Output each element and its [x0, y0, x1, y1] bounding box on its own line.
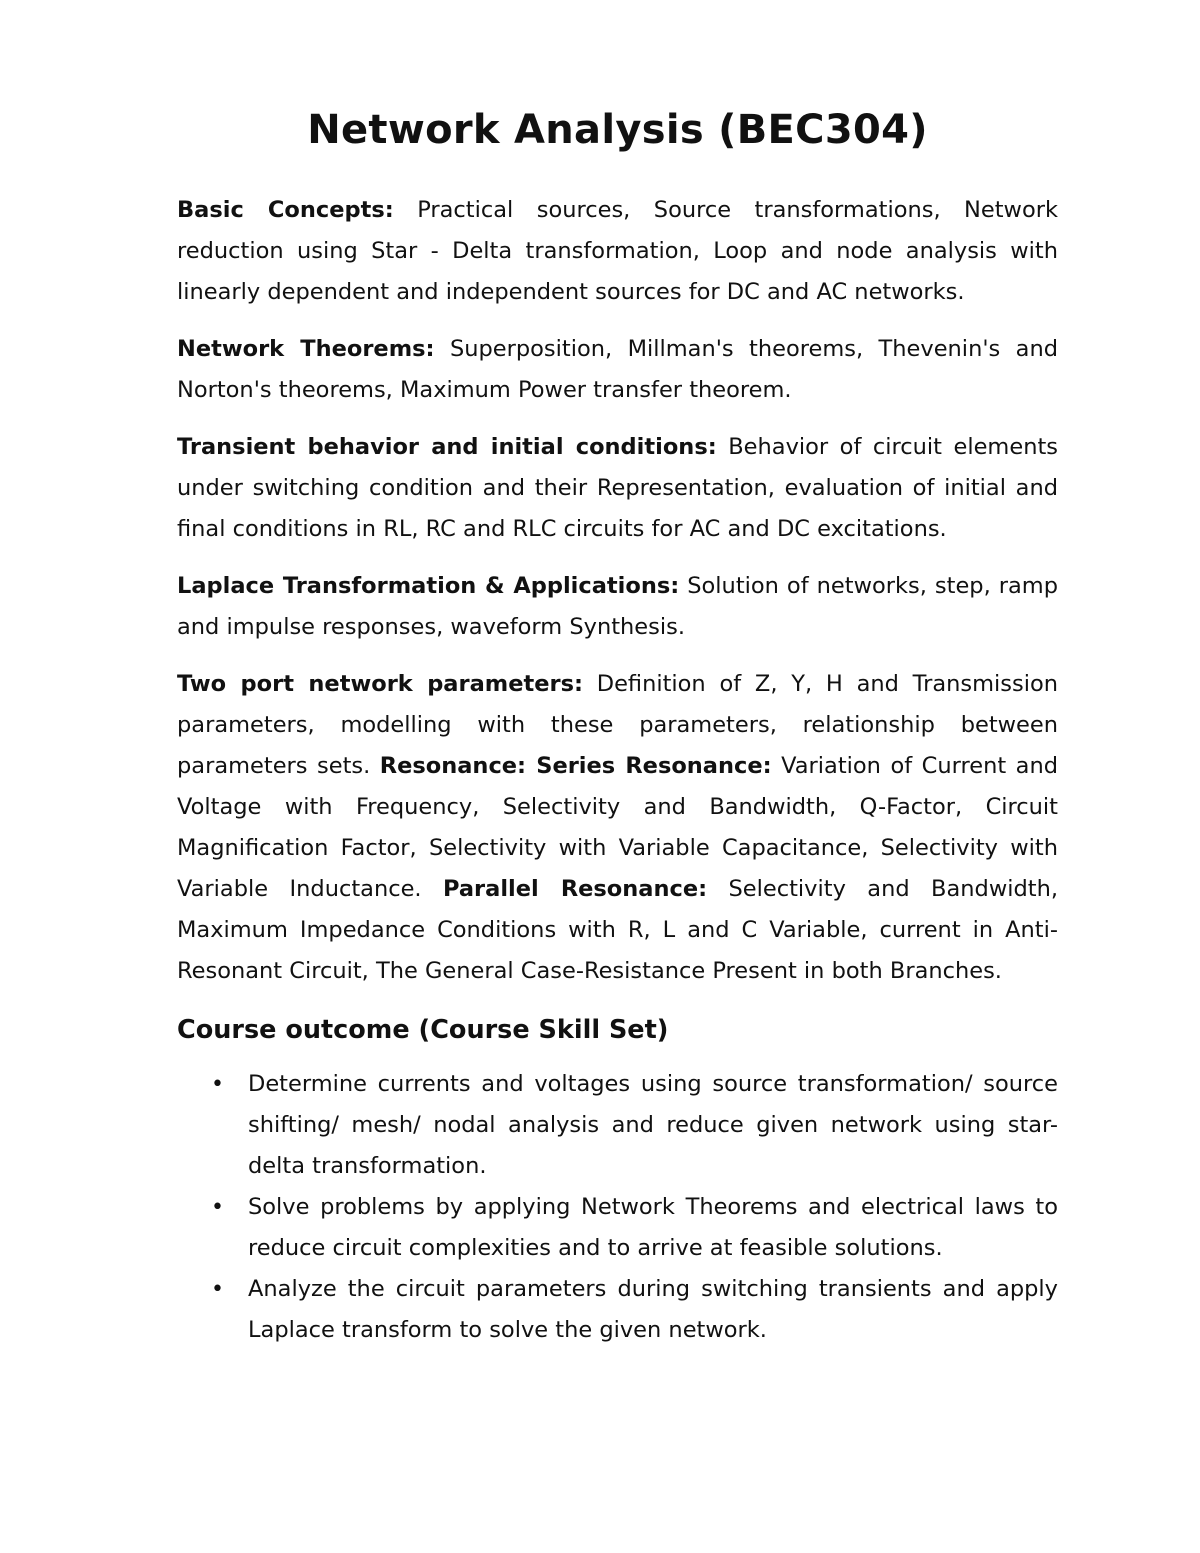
list-item-text: Solve problems by applying Network Theorems and electrical laws to reduce circuit complexities and to arrive at feasible solutions. — [248, 1194, 1058, 1261]
list-item — [177, 1269, 1058, 1351]
list-item — [177, 1187, 1058, 1269]
section-label: Laplace Transformation & Applications: — [177, 573, 680, 599]
section-text: Solution of networks, step, ramp and impulse responses, waveform Synthesis. — [177, 573, 1058, 640]
section-text: Superposition, Millman's theorems, Thevenin's and Norton's theorems, Maximum Power transfer theorem. — [177, 336, 1058, 403]
section-basic-concepts — [177, 190, 1058, 313]
section-text: Variation of Current and Voltage with Frequency, Selectivity and Bandwidth, Q-Factor, Circuit Magnification Factor, Selectivity with Variable Capacitance, Selectivity with Variable Inductance. — [177, 753, 1058, 902]
bullet-icon: • — [211, 1195, 224, 1220]
section-text: Definition of Z, Y, H and Transmission parameters, modelling with these parameters, relationship between parameters sets. — [177, 671, 1059, 779]
outcome-list — [177, 1064, 1058, 1351]
section-network-theorems — [177, 329, 1058, 411]
section-text: Selectivity and Bandwidth, Maximum Impedance Conditions with R, L and C Variable, current in Anti-Resonant Circuit, The General Case-Resistance Present in both Branches. — [177, 876, 1058, 984]
section-label: Network Theorems: — [177, 336, 435, 362]
section-two-port-resonance — [177, 664, 1058, 992]
section-text: Practical sources, Source transformations, Network reduction using Star - Delta transformation, Loop and node analysis with linearly dependent and independent sources for DC and AC networks. — [177, 197, 1058, 305]
course-outcome-heading: Course outcome (Course Skill Set) — [177, 1015, 669, 1045]
section-label: Basic Concepts: — [177, 197, 394, 223]
section-transient-behavior — [177, 427, 1058, 550]
document-title: Network Analysis (BEC304) — [307, 107, 928, 153]
list-item-text: Analyze the circuit parameters during switching transients and apply Laplace transform to solve the given network. — [248, 1276, 1058, 1343]
section-label: Two port network parameters: — [177, 671, 583, 697]
bullet-icon: • — [211, 1072, 224, 1097]
section-label: Transient behavior and initial conditions: — [177, 434, 717, 460]
section-laplace — [177, 566, 1058, 648]
document-page — [177, 100, 1058, 1351]
bullet-icon: • — [211, 1277, 224, 1302]
section-label: Parallel Resonance: — [442, 876, 708, 902]
list-item — [177, 1064, 1058, 1187]
list-item-text: Determine currents and voltages using source transformation/ source shifting/ mesh/ nodal analysis and reduce given network using star- delta transformation. — [248, 1071, 1058, 1179]
section-text: Behavior of circuit elements under switching condition and their Representation, evaluation of initial and final conditions in RL, RC and RLC circuits for AC and DC excitations. — [177, 434, 1058, 542]
section-label: Resonance: Series Resonance: — [379, 753, 772, 779]
